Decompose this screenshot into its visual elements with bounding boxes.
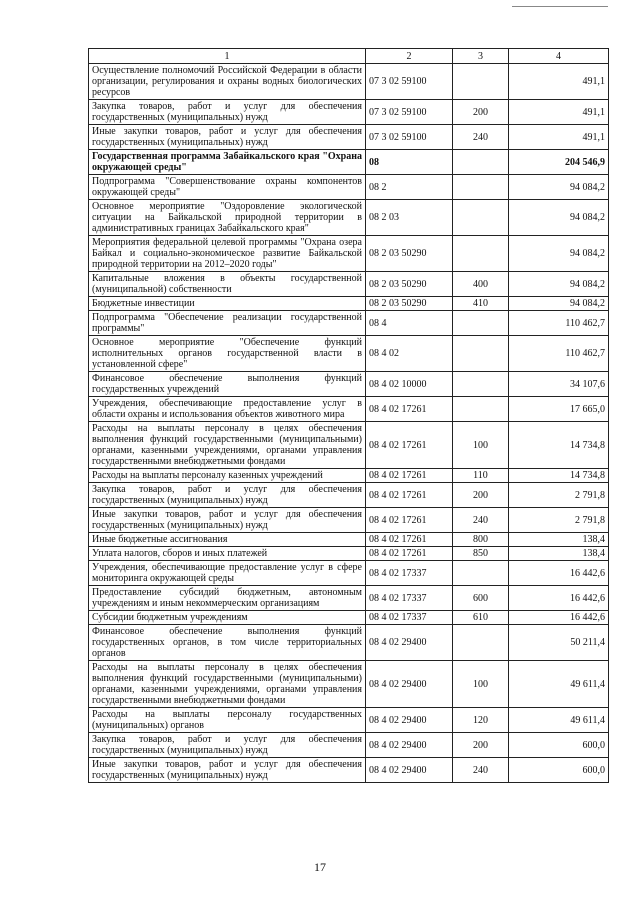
table-row (89, 336, 609, 372)
row-sum: 94 084,2 (509, 236, 609, 272)
table-row (89, 200, 609, 236)
row-expense-type: 400 (453, 272, 509, 297)
table-row (89, 533, 609, 547)
row-name: Бюджетные инвестиции (89, 297, 366, 311)
table-row (89, 625, 609, 661)
row-expense-type: 200 (453, 100, 509, 125)
row-expense-type: 410 (453, 297, 509, 311)
row-expense-type (453, 561, 509, 586)
row-name: Закупка товаров, работ и услуг для обеспечения государственных (муниципальных) нужд (89, 483, 366, 508)
row-name: Закупка товаров, работ и услуг для обеспечения государственных (муниципальных) нужд (89, 733, 366, 758)
row-name: Основное мероприятие "Обеспечение функций исполнительных органов государственной власти в установленной сфере" (89, 336, 366, 372)
row-sum: 2 791,8 (509, 483, 609, 508)
table-row (89, 469, 609, 483)
row-expense-type: 110 (453, 469, 509, 483)
table-row (89, 372, 609, 397)
row-expense-type: 850 (453, 547, 509, 561)
row-code: 08 2 03 50290 (366, 236, 453, 272)
table-row (89, 175, 609, 200)
row-code: 08 4 02 17261 (366, 469, 453, 483)
row-code: 08 4 02 29400 (366, 661, 453, 708)
row-code: 08 2 (366, 175, 453, 200)
row-sum: 138,4 (509, 533, 609, 547)
row-expense-type (453, 175, 509, 200)
table-row (89, 661, 609, 708)
row-name: Иные бюджетные ассигнования (89, 533, 366, 547)
table-body (89, 64, 609, 783)
top-rule (512, 6, 608, 7)
row-code: 07 3 02 59100 (366, 125, 453, 150)
row-expense-type: 800 (453, 533, 509, 547)
row-code: 08 4 02 29400 (366, 625, 453, 661)
row-expense-type (453, 200, 509, 236)
row-expense-type (453, 236, 509, 272)
row-sum: 49 611,4 (509, 661, 609, 708)
row-sum: 16 442,6 (509, 561, 609, 586)
row-expense-type (453, 372, 509, 397)
table-row (89, 397, 609, 422)
row-name: Расходы на выплаты персоналу государственных (муниципальных) органов (89, 708, 366, 733)
row-code: 08 4 02 17261 (366, 508, 453, 533)
row-code: 08 4 02 10000 (366, 372, 453, 397)
header-col-2: 2 (366, 49, 453, 64)
header-col-3: 3 (453, 49, 509, 64)
row-sum: 94 084,2 (509, 175, 609, 200)
table-row (89, 547, 609, 561)
row-name: Расходы на выплаты персоналу в целях обеспечения выполнения функций государственными (муниципальными) органами, казенными учреждениями, органами управления государственными внебюджетными фондами (89, 661, 366, 708)
table-row (89, 708, 609, 733)
row-name: Подпрограмма "Обеспечение реализации государственной программы" (89, 311, 366, 336)
row-expense-type: 240 (453, 508, 509, 533)
row-sum: 491,1 (509, 125, 609, 150)
row-code: 08 4 02 29400 (366, 733, 453, 758)
row-code: 08 4 02 17261 (366, 547, 453, 561)
row-sum: 491,1 (509, 64, 609, 100)
row-expense-type: 600 (453, 586, 509, 611)
row-expense-type (453, 397, 509, 422)
row-code: 08 4 02 17261 (366, 397, 453, 422)
table-row (89, 150, 609, 175)
row-name: Иные закупки товаров, работ и услуг для обеспечения государственных (муниципальных) нужд (89, 508, 366, 533)
table-row (89, 611, 609, 625)
row-expense-type: 200 (453, 483, 509, 508)
row-sum: 14 734,8 (509, 422, 609, 469)
row-sum: 16 442,6 (509, 611, 609, 625)
row-name: Финансовое обеспечение выполнения функций государственных органов, в том числе территориальных органов (89, 625, 366, 661)
row-sum: 49 611,4 (509, 708, 609, 733)
row-code: 08 2 03 50290 (366, 297, 453, 311)
row-name: Мероприятия федеральной целевой программы "Охрана озера Байкал и социально-экономическое развитие Байкальской природной территории на 2012–2020 годы" (89, 236, 366, 272)
row-expense-type (453, 625, 509, 661)
row-sum: 94 084,2 (509, 272, 609, 297)
row-sum: 14 734,8 (509, 469, 609, 483)
row-code: 08 4 02 29400 (366, 758, 453, 783)
row-code: 08 4 02 17261 (366, 422, 453, 469)
row-code: 08 2 03 (366, 200, 453, 236)
row-name: Уплата налогов, сборов и иных платежей (89, 547, 366, 561)
row-code: 08 2 03 50290 (366, 272, 453, 297)
row-name: Расходы на выплаты персоналу казенных учреждений (89, 469, 366, 483)
row-sum: 600,0 (509, 733, 609, 758)
row-name: Закупка товаров, работ и услуг для обеспечения государственных (муниципальных) нужд (89, 100, 366, 125)
row-expense-type: 240 (453, 125, 509, 150)
row-sum: 16 442,6 (509, 586, 609, 611)
table-row (89, 100, 609, 125)
row-expense-type: 120 (453, 708, 509, 733)
row-code: 08 4 02 17337 (366, 586, 453, 611)
table-row (89, 561, 609, 586)
table-row (89, 483, 609, 508)
table-row (89, 125, 609, 150)
table-row (89, 508, 609, 533)
row-name: Учреждения, обеспечивающие предоставление услуг в сфере мониторинга окружающей среды (89, 561, 366, 586)
table-row (89, 236, 609, 272)
row-sum: 17 665,0 (509, 397, 609, 422)
row-name: Иные закупки товаров, работ и услуг для обеспечения государственных (муниципальных) нужд (89, 758, 366, 783)
row-sum: 491,1 (509, 100, 609, 125)
row-sum: 34 107,6 (509, 372, 609, 397)
row-expense-type (453, 150, 509, 175)
row-expense-type: 100 (453, 661, 509, 708)
row-name: Иные закупки товаров, работ и услуг для обеспечения государственных (муниципальных) нужд (89, 125, 366, 150)
row-code: 08 4 02 17261 (366, 483, 453, 508)
row-sum: 50 211,4 (509, 625, 609, 661)
row-name: Финансовое обеспечение выполнения функций государственных учреждений (89, 372, 366, 397)
row-sum: 204 546,9 (509, 150, 609, 175)
row-name: Подпрограмма "Совершенствование охраны компонентов окружающей среды" (89, 175, 366, 200)
row-name: Государственная программа Забайкальского края "Охрана окружающей среды" (89, 150, 366, 175)
row-code: 08 4 02 17261 (366, 533, 453, 547)
row-code: 08 4 02 17337 (366, 611, 453, 625)
row-expense-type: 610 (453, 611, 509, 625)
row-name: Капитальные вложения в объекты государственной (муниципальной) собственности (89, 272, 366, 297)
row-expense-type (453, 311, 509, 336)
row-code: 08 4 02 (366, 336, 453, 372)
budget-table (88, 48, 609, 783)
row-expense-type (453, 336, 509, 372)
page-number: 17 (314, 860, 326, 874)
row-sum: 110 462,7 (509, 336, 609, 372)
row-name: Расходы на выплаты персоналу в целях обеспечения выполнения функций государственными (муниципальными) органами, казенными учреждениями, органами управления государственными внебюджетными фондами (89, 422, 366, 469)
row-code: 08 4 02 29400 (366, 708, 453, 733)
row-code: 08 4 02 17337 (366, 561, 453, 586)
row-sum: 138,4 (509, 547, 609, 561)
row-code: 08 4 (366, 311, 453, 336)
header-row (89, 49, 609, 64)
row-expense-type: 200 (453, 733, 509, 758)
row-sum: 94 084,2 (509, 297, 609, 311)
table-row (89, 422, 609, 469)
row-expense-type: 100 (453, 422, 509, 469)
row-name: Предоставление субсидий бюджетным, автономным учреждениям и иным некоммерческим организациям (89, 586, 366, 611)
row-name: Осуществление полномочий Российской Федерации в области организации, регулирования и охраны водных биологических ресурсов (89, 64, 366, 100)
row-name: Субсидии бюджетным учреждениям (89, 611, 366, 625)
row-code: 07 3 02 59100 (366, 100, 453, 125)
row-expense-type: 240 (453, 758, 509, 783)
table-row (89, 758, 609, 783)
row-name: Основное мероприятие "Оздоровление экологической ситуации на Байкальской природной территории в административных границах Забайкальского края" (89, 200, 366, 236)
table-row (89, 297, 609, 311)
table-row (89, 586, 609, 611)
table-row (89, 272, 609, 297)
header-col-4: 4 (509, 49, 609, 64)
row-sum: 94 084,2 (509, 200, 609, 236)
row-sum: 2 791,8 (509, 508, 609, 533)
table-row (89, 311, 609, 336)
header-col-1: 1 (89, 49, 366, 64)
row-code: 07 3 02 59100 (366, 64, 453, 100)
table-row (89, 64, 609, 100)
row-expense-type (453, 64, 509, 100)
table-row (89, 733, 609, 758)
row-name: Учреждения, обеспечивающие предоставление услуг в области охраны и использования объектов животного мира (89, 397, 366, 422)
row-sum: 110 462,7 (509, 311, 609, 336)
row-sum: 600,0 (509, 758, 609, 783)
row-code: 08 (366, 150, 453, 175)
